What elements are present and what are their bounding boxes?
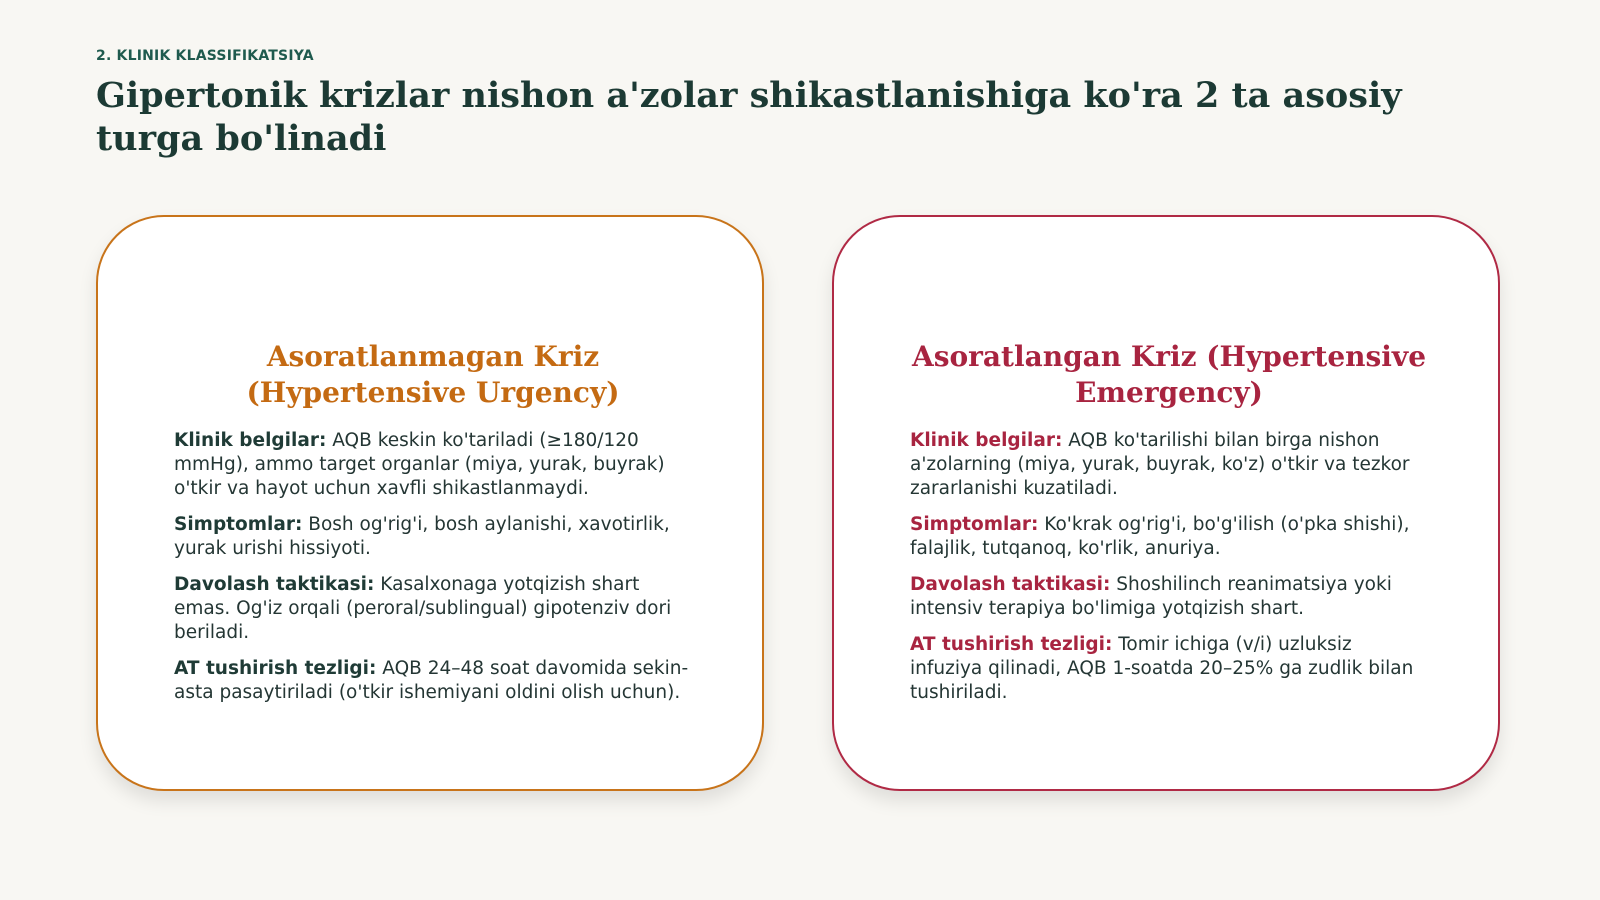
item-label: Simptomlar: — [910, 514, 1039, 535]
item-label: Davolash taktikasi: — [174, 574, 375, 595]
item-label: AT tushirish tezligi: — [174, 658, 377, 679]
item-label: Simptomlar: — [174, 514, 303, 535]
item-label: AT tushirish tezligi: — [910, 634, 1113, 655]
item-text: Bosh og'rig'i, bosh aylanishi, xavotirlik, yurak urishi hissiyoti. — [174, 514, 670, 559]
emergency-clinical-signs — [910, 429, 1428, 501]
item-label: Klinik belgilar: — [910, 430, 1063, 451]
section-label: 2. KLINIK KLASSIFIKATSIYA — [96, 48, 314, 64]
item-label: Klinik belgilar: — [174, 430, 327, 451]
item-text: Shoshilinch reanimatsiya yoki intensiv terapiya bo'limiga yotqizish shart. — [910, 574, 1392, 619]
emergency-symptoms — [910, 513, 1428, 561]
urgency-symptoms — [174, 513, 692, 561]
item-text: Kasalxonaga yotqizish shart emas. Og'iz orqali (peroral/sublingual) gipotenziv dori beriladi. — [174, 574, 672, 643]
item-label: Davolash taktikasi: — [910, 574, 1111, 595]
page-title: Gipertonik krizlar nishon a'zolar shikastlanishiga ko'ra 2 ta asosiy turga bo'linadi — [96, 75, 1402, 159]
item-text: Tomir ichiga (v/i) uzluksiz infuziya qilinadi, AQB 1-soatda 20–25% ga zudlik bilan tushiriladi. — [910, 634, 1414, 703]
item-text: AQB ko'tarilishi bilan birga nishon a'zolarning (miya, yurak, buyrak, ko'z) o'tkir va tezkor zararlanishi kuzatiladi. — [910, 430, 1410, 499]
emergency-treatment-tactics — [910, 573, 1428, 621]
urgency-card-title: Asoratlanmagan Kriz (Hypertensive Urgency) — [246, 340, 620, 409]
item-text: Ko'krak og'rig'i, bo'g'ilish (o'pka shishi), falajlik, tutqanoq, ko'rlik, anuriya. — [910, 514, 1410, 559]
urgency-clinical-signs — [174, 429, 692, 501]
emergency-card — [832, 215, 1500, 791]
emergency-bp-reduction-rate — [910, 633, 1428, 705]
emergency-card-title: Asoratlangan Kriz (Hypertensive Emergency) — [911, 340, 1427, 409]
item-text: AQB 24–48 soat davomida sekin-asta pasaytiriladi (o'tkir ishemiyani oldini olish uchun). — [174, 658, 689, 703]
urgency-treatment-tactics — [174, 573, 692, 645]
urgency-bp-reduction-rate — [174, 657, 692, 705]
urgency-card — [96, 215, 764, 791]
item-text: AQB keskin ko'tariladi (≥180/120 mmHg), ammo target organlar (miya, yurak, buyrak) o'tkir va hayot uchun xavfli shikastlanmaydi. — [174, 430, 665, 499]
